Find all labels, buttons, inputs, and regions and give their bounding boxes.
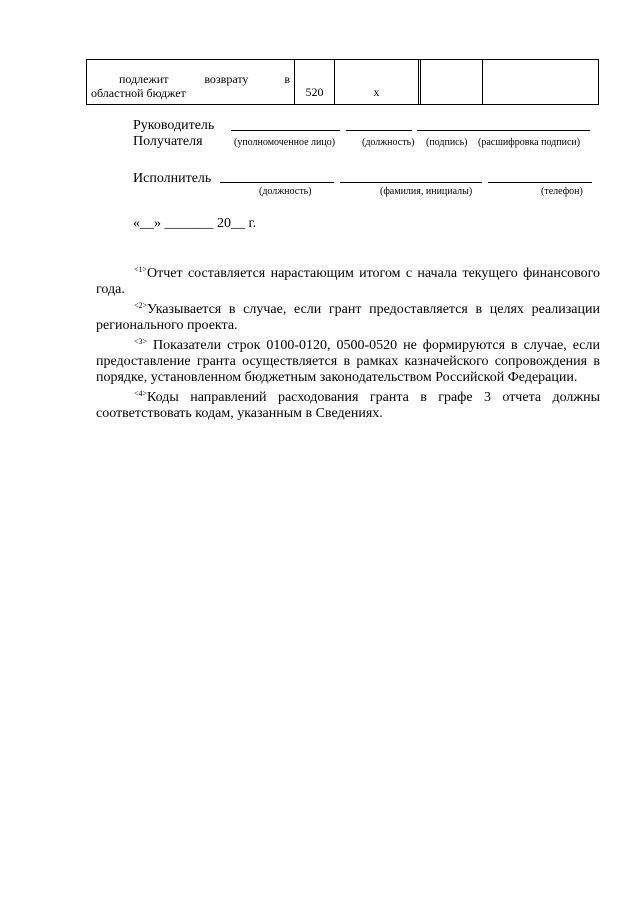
authorized-line bbox=[231, 130, 340, 131]
head-label-line1: Руководитель bbox=[133, 118, 215, 133]
footnote-4: $^{<4>}$Коды направлений расходования гранта в графе 3 отчета должны соответствовать кодам, указанным в Сведениях. bbox=[96, 389, 600, 421]
executor-phone-line bbox=[488, 182, 592, 183]
caption-executor-position: (должность) bbox=[259, 186, 312, 197]
footnote-2: $^{<2>}$Указывается в случае, если грант предоставляется в целях реализации регионального проекта. bbox=[96, 301, 600, 333]
position-line bbox=[346, 130, 412, 131]
caption-executor-name: (фамилия, инициалы) bbox=[380, 186, 473, 197]
caption-position: (должность) bbox=[362, 137, 415, 148]
caption-signature: (подпись) bbox=[426, 137, 468, 148]
report-table-fragment bbox=[86, 59, 599, 105]
table-row bbox=[87, 60, 599, 105]
footnotes bbox=[96, 262, 600, 422]
executor-position-line bbox=[220, 182, 334, 183]
footnote-marker: <3> bbox=[134, 337, 148, 346]
row-mark-cell: x bbox=[335, 60, 419, 105]
date-line: «__» _______ 20__ г. bbox=[133, 216, 257, 231]
caption-authorized: (уполномоченное лицо) bbox=[234, 137, 336, 148]
empty-cell bbox=[483, 60, 599, 105]
row-description-cell bbox=[87, 60, 295, 105]
caption-decoding: (расшифровка подписи) bbox=[478, 137, 581, 148]
signature-line bbox=[417, 130, 590, 131]
row-code-cell: 520 bbox=[295, 60, 335, 105]
footnote-3: $^{<3>}$ Показатели строк 0100-0120, 0500-0520 не формируются в случае, если предоставление гранта осуществляется в рамках казначейского сопровождения в порядке, установленном бюджетным законодательством Российской Федерации. bbox=[96, 337, 600, 385]
executor-name-line bbox=[340, 182, 482, 183]
head-label-line2: Получателя bbox=[133, 134, 203, 149]
footnote-1: $^{<1>}$Отчет составляется нарастающим итогом с начала текущего финансового года. bbox=[96, 265, 600, 297]
footnote-marker: <4> bbox=[134, 389, 148, 398]
caption-executor-phone: (телефон) bbox=[541, 186, 583, 197]
row-desc-line2: областной бюджет bbox=[91, 86, 186, 100]
executor-label: Исполнитель bbox=[133, 171, 212, 186]
footnote-marker: <1> bbox=[134, 265, 148, 274]
footnote-marker: <2> bbox=[134, 301, 148, 310]
row-desc-word-2: возврату bbox=[204, 72, 249, 86]
row-desc-word-3: в bbox=[284, 72, 290, 86]
empty-cell bbox=[421, 60, 483, 105]
row-desc-word-1: подлежит bbox=[119, 72, 169, 86]
